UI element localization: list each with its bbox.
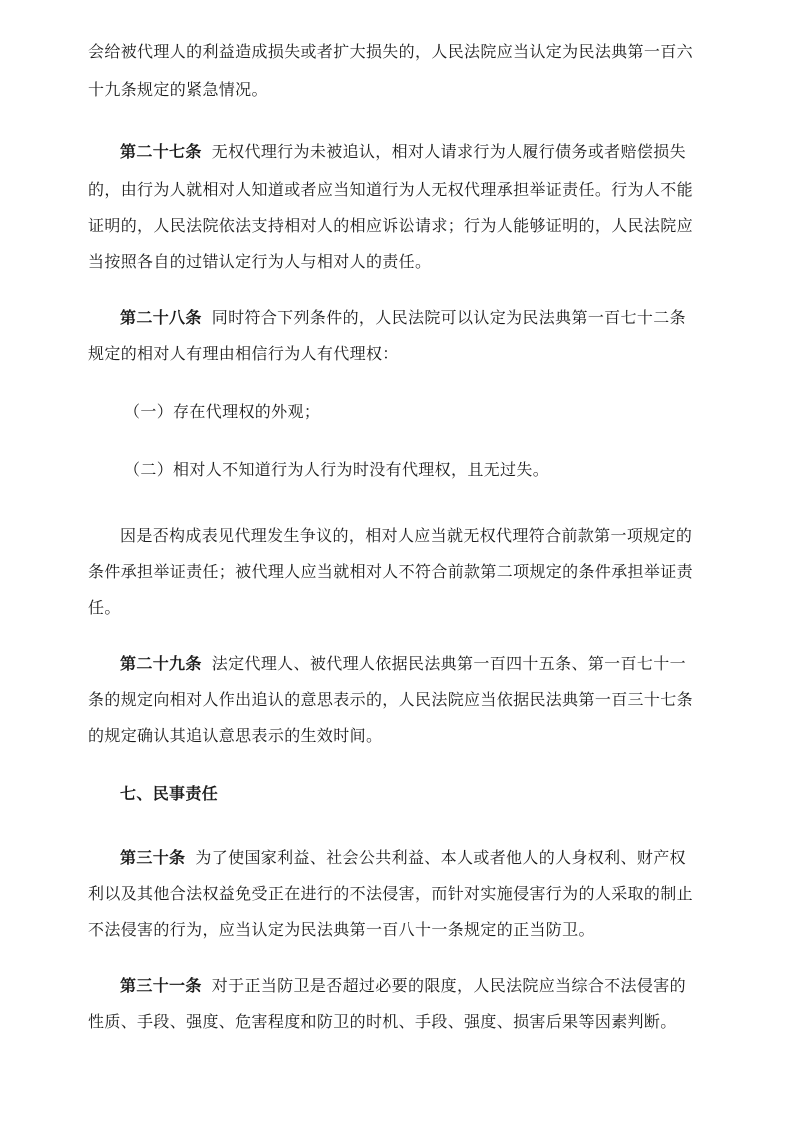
article-31-line-2: 性质、手段、强度、危害程度和防卫的时机、手段、强度、损害后果等因素判断。 — [88, 1012, 677, 1031]
article-28-text: 同时符合下列条件的，人民法院可以认定为民法典第一百七十二条 — [211, 308, 686, 327]
article-28-first-line — [120, 308, 713, 328]
article-28-para-line-2: 条件承担举证责任；被代理人应当就相对人不符合前款第二项规定的条件承担举证责 — [88, 562, 693, 581]
article-28-label: 第二十八条 — [120, 308, 202, 327]
article-27-line-4: 当按照各自的过错认定行为人与相对人的责任。 — [88, 252, 432, 271]
article-29-line-2: 条的规定向相对人作出追认的意思表示的，人民法院应当依据民法典第一百三十七条 — [88, 690, 693, 709]
article-28-item-2: （二）相对人不知道行为人行为时没有代理权，且无过失。 — [124, 460, 550, 479]
article-29-first-line — [120, 654, 713, 674]
article-28-line-2: 规定的相对人有理由相信行为人有代理权： — [88, 344, 399, 363]
article-31-label: 第三十一条 — [120, 976, 202, 995]
article-30-line-2: 利以及其他合法权益免受正在进行的不法侵害，而针对实施侵害行为的人采取的制止 — [88, 884, 693, 903]
article-30-label: 第三十条 — [120, 848, 186, 867]
article-27-label: 第二十七条 — [120, 142, 202, 161]
article-27-text: 无权代理行为未被追认，相对人请求行为人履行债务或者赔偿损失 — [211, 142, 686, 161]
article-28-para-line-3: 任。 — [88, 598, 121, 617]
article-30-first-line — [120, 848, 713, 868]
article-27-line-3: 证明的，人民法院依法支持相对人的相应诉讼请求；行为人能够证明的，人民法院应 — [88, 216, 693, 235]
intro-line-2: 十九条规定的紧急情况。 — [88, 80, 268, 99]
article-30-text: 为了使国家利益、社会公共利益、本人或者他人的人身权利、财产权 — [195, 848, 686, 867]
article-27-first-line — [120, 142, 713, 162]
article-31-text: 对于正当防卫是否超过必要的限度，人民法院应当综合不法侵害的 — [211, 976, 686, 995]
section-heading: 七、民事责任 — [120, 784, 219, 803]
article-29-text: 法定代理人、被代理人依据民法典第一百四十五条、第一百七十一 — [211, 654, 686, 673]
article-31-first-line — [120, 976, 713, 996]
article-30-line-3: 不法侵害的行为，应当认定为民法典第一百八十一条规定的正当防卫。 — [88, 920, 595, 939]
article-28-item-1: （一）存在代理权的外观； — [124, 402, 321, 421]
article-28-para-first-line: 因是否构成表见代理发生争议的，相对人应当就无权代理符合前款第一项规定的 — [120, 526, 693, 545]
article-27-line-2: 的，由行为人就相对人知道或者应当知道行为人无权代理承担举证责任。行为人不能 — [88, 180, 693, 199]
intro-line-1: 会给被代理人的利益造成损失或者扩大损失的，人民法院应当认定为民法典第一百六 — [88, 42, 693, 61]
article-29-line-3: 的规定确认其追认意思表示的生效时间。 — [88, 726, 383, 745]
article-29-label: 第二十九条 — [120, 654, 202, 673]
